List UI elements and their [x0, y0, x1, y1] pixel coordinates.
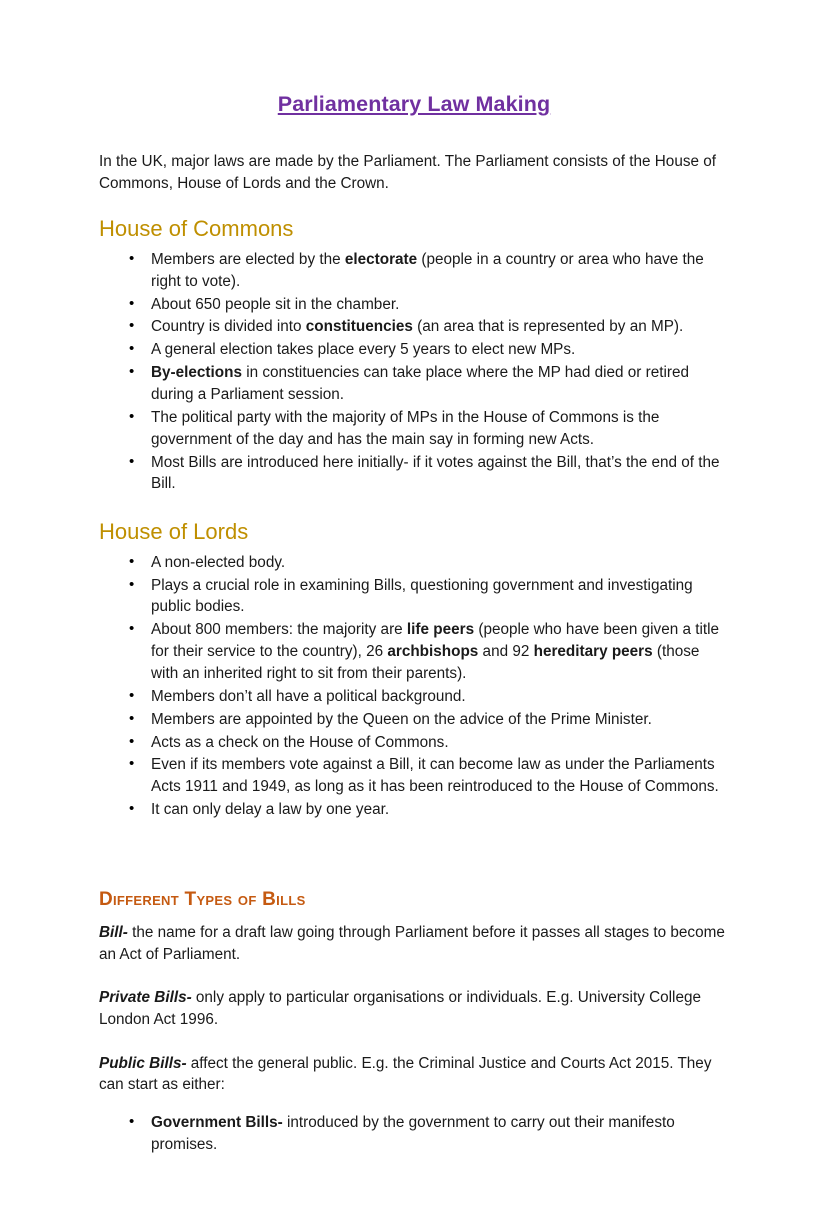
list-item: • Plays a crucial role in examining Bills, questioning government and investigating public bodies.: [151, 575, 729, 619]
intro-paragraph: In the UK, major laws are made by the Parliament. The Parliament consists of the House of Commons, House of Lords and the Crown.: [99, 153, 716, 192]
definition-term: Bill-: [99, 923, 128, 941]
list-item-text: introduced by the government to carry out their manifesto promises.: [151, 1114, 675, 1153]
list-item-term: Government Bills-: [151, 1114, 283, 1132]
list-item: • Even if its members vote against a Bill, it can become law as under the Parliaments Acts 1911 and 1949, as long as it has been reintroduced to the House of Commons.: [151, 754, 729, 798]
list-item: • Members don’t all have a political background.: [151, 686, 729, 708]
public-bills-list: [99, 1112, 729, 1156]
definition-text: only apply to particular organisations or individuals. E.g. University College London Act 1996.: [99, 989, 701, 1028]
definition-term: Public Bills-: [99, 1054, 187, 1072]
definition-term: Private Bills-: [99, 989, 192, 1007]
list-item: • About 800 members: the majority are life peers (people who have been given a title for their service to the country), 26 archbishops and 92 hereditary peers (those with an inherited right to sit from their parents).: [151, 619, 729, 685]
list-item: [151, 1112, 729, 1156]
definition-public-bills: [99, 1053, 729, 1096]
list-item: • The political party with the majority of MPs in the House of Commons is the government of the day and has the main say in forming new Acts.: [151, 407, 729, 451]
section-heading-house-of-commons: House of Commons: [99, 216, 294, 242]
list-item: • About 650 people sit in the chamber.: [151, 294, 729, 316]
section-heading-house-of-lords: House of Lords: [99, 519, 249, 545]
list-item: • A non-elected body.: [151, 552, 729, 574]
page-title: Parliamentary Law Making: [277, 92, 551, 116]
list-item: • Most Bills are introduced here initially- if it votes against the Bill, that’s the end of the Bill.: [151, 452, 729, 496]
list-item: • Members are appointed by the Queen on the advice of the Prime Minister.: [151, 709, 729, 731]
list-item: • By-elections in constituencies can take place where the MP had died or retired during a Parliament session.: [151, 362, 729, 406]
list-item: • Members are elected by the electorate (people in a country or area who have the right to vote).: [151, 249, 729, 293]
list-item: • Acts as a check on the House of Commons.: [151, 732, 729, 754]
definition-bill: [99, 922, 729, 965]
definition-private-bills: [99, 987, 729, 1030]
list-item: • Country is divided into constituencies (an area that is represented by an MP).: [151, 316, 729, 338]
list-item: • It can only delay a law by one year.: [151, 799, 729, 821]
section-heading-different-types-of-bills: Different Types of Bills: [99, 888, 306, 910]
definition-text: the name for a draft law going through Parliament before it passes all stages to become an Act of Parliament.: [99, 923, 725, 963]
list-item: • A general election takes place every 5 years to elect new MPs.: [151, 339, 729, 361]
house-of-commons-list: [99, 249, 729, 495]
house-of-lords-list: [99, 552, 729, 821]
section-spacer: [99, 845, 729, 889]
definition-text: affect the general public. E.g. the Criminal Justice and Courts Act 2015. They can start as either:: [99, 1054, 712, 1094]
